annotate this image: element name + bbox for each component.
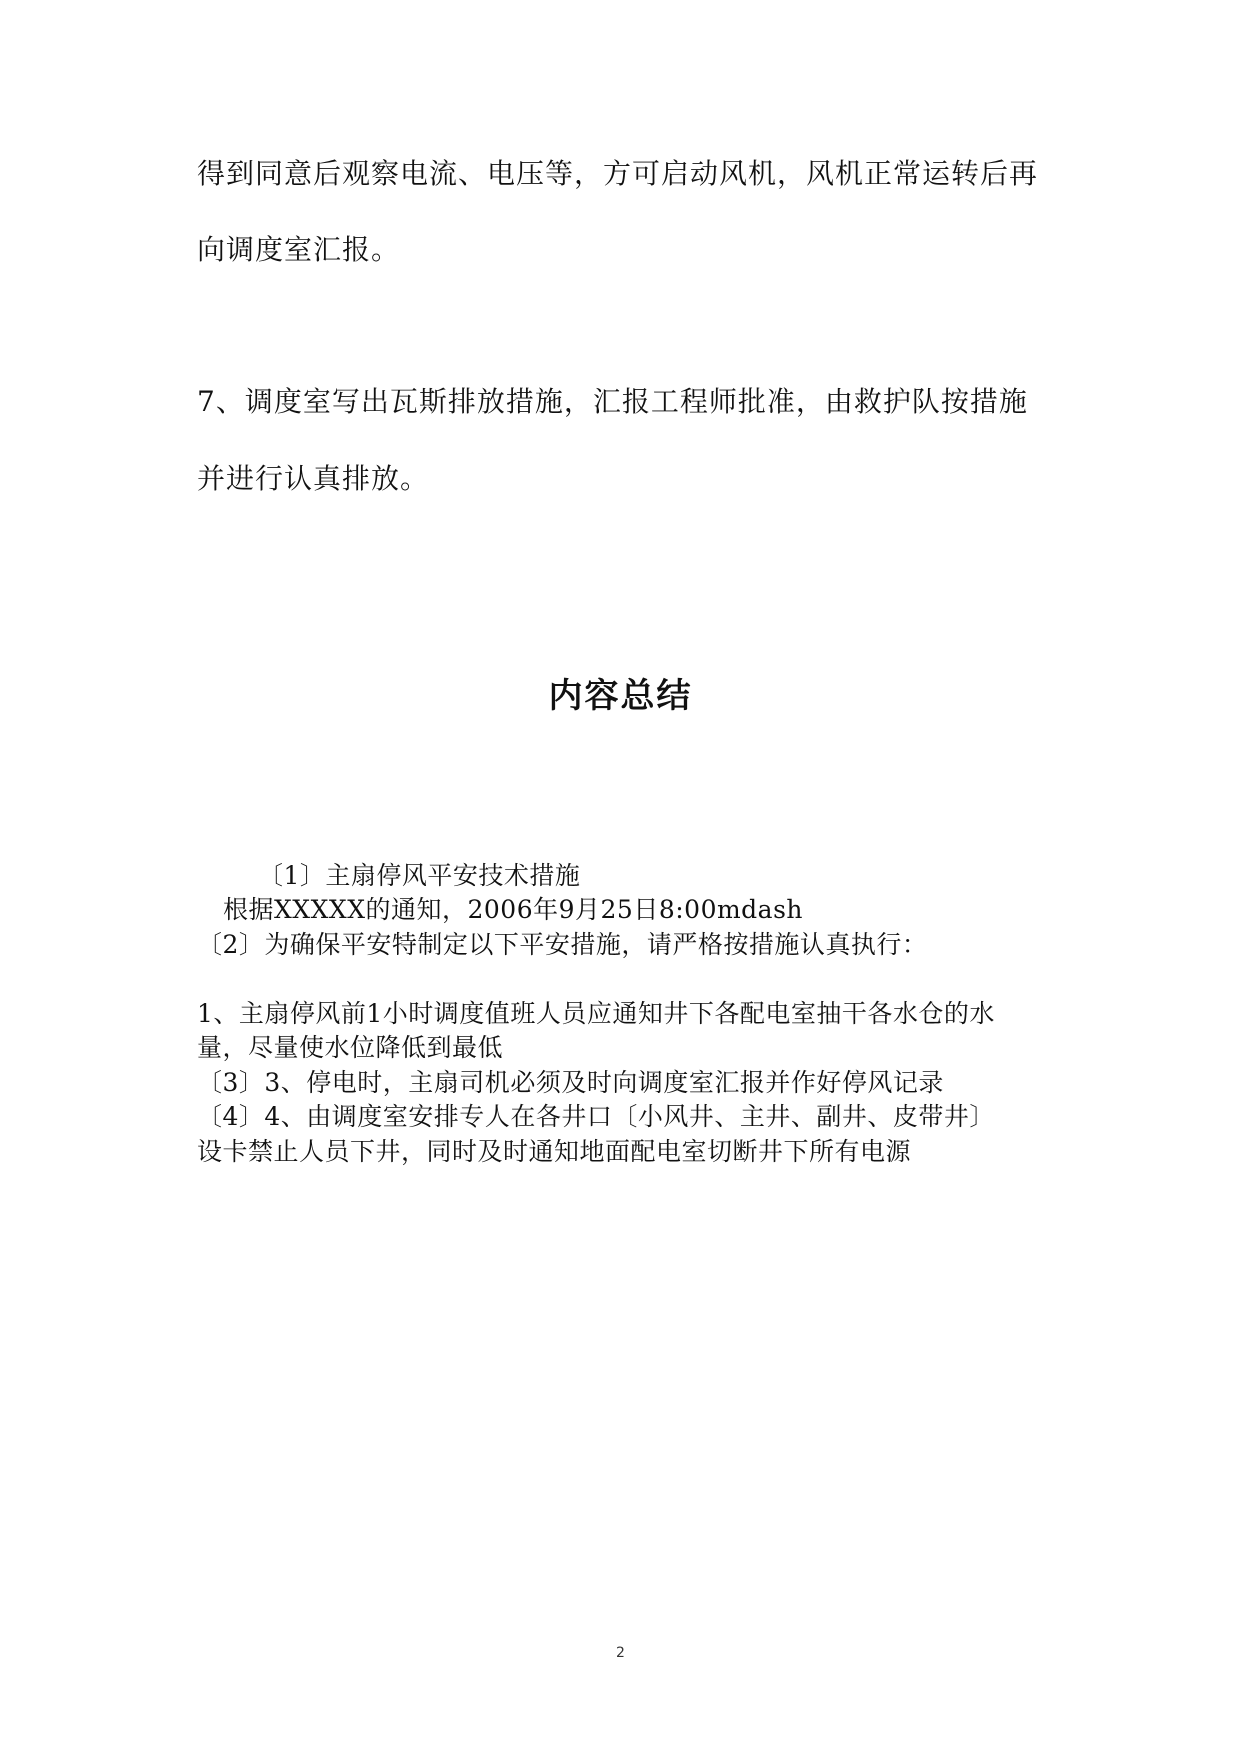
summary-line: 〔4〕4、由调度室安排专人在各井口〔小风井、主井、副井、皮带井〕 <box>197 1102 995 1131</box>
summary-line: 根据XXXXX的通知，2006年9月25日8:00mdash <box>223 895 804 924</box>
summary-line: 1、主扇停风前1小时调度值班人员应通知井下各配电室抽干各水仓的水 <box>197 999 995 1028</box>
summary-line: 设卡禁止人员下井，同时及时通知地面配电室切断井下所有电源 <box>197 1137 912 1166</box>
body-line: 得到同意后观察电流、电压等，方可启动风机，风机正常运转后再 <box>197 157 1039 190</box>
page-number: 2 <box>616 1645 625 1661</box>
body-line: 向调度室汇报。 <box>197 233 401 266</box>
body-line: 7、调度室写出瓦斯排放措施，汇报工程师批准，由救护队按措施 <box>197 385 1028 418</box>
body-line: 并进行认真排放。 <box>197 462 430 495</box>
summary-line: 〔2〕为确保平安特制定以下平安措施，请严格按措施认真执行： <box>197 930 928 959</box>
summary-title: 内容总结 <box>548 676 693 716</box>
summary-line: 〔1〕主扇停风平安技术措施 <box>258 861 581 890</box>
summary-line: 〔3〕3、停电时，主扇司机必须及时向调度室汇报并作好停风记录 <box>197 1068 944 1097</box>
summary-line: 量，尽量使水位降低到最低 <box>197 1033 504 1062</box>
